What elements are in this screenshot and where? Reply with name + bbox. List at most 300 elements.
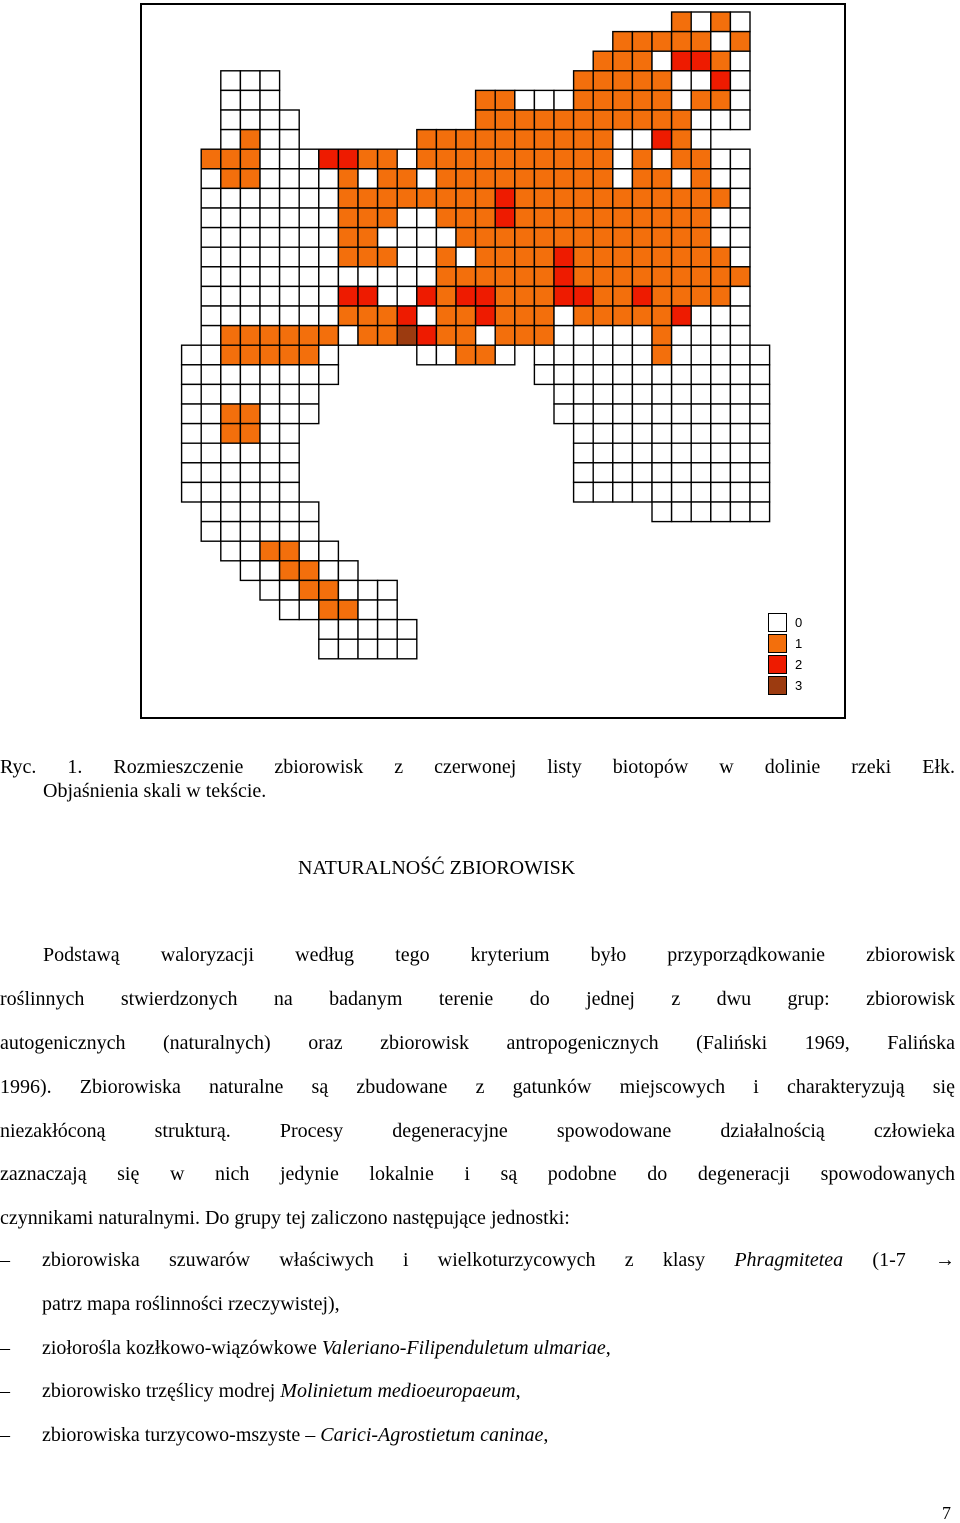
- map-cell: [730, 71, 750, 91]
- map-cell: [476, 267, 496, 287]
- map-cell: [750, 345, 770, 365]
- map-cell: [534, 90, 554, 110]
- map-cell: [632, 208, 652, 228]
- map-cell: [358, 208, 378, 228]
- map-cell: [358, 600, 378, 620]
- map-cell: [711, 247, 731, 267]
- map-cell: [515, 228, 535, 248]
- map-cell: [691, 110, 711, 130]
- legend-swatch: [768, 655, 787, 674]
- map-cell: [280, 188, 300, 208]
- map-cell: [613, 130, 633, 150]
- paragraph-line: czynnikami naturalnymi. Do grupy tej zaliczono następujące jednostki:: [0, 1207, 570, 1229]
- map-cell: [554, 247, 574, 267]
- map-cell: [338, 306, 358, 326]
- map-cell: [338, 600, 358, 620]
- map-cell: [593, 208, 613, 228]
- map-cell: [691, 482, 711, 502]
- map-cell: [515, 110, 535, 130]
- map-cell: [652, 169, 672, 189]
- map-cell: [574, 188, 594, 208]
- map-cell: [260, 188, 280, 208]
- map-cell: [730, 90, 750, 110]
- map-cell: [534, 228, 554, 248]
- map-cell: [632, 286, 652, 306]
- map-cell: [711, 188, 731, 208]
- map-cell: [299, 522, 319, 542]
- map-cell: [378, 580, 398, 600]
- map-cell: [260, 580, 280, 600]
- map-cell: [652, 482, 672, 502]
- map-cell: [240, 424, 260, 444]
- map-cell: [652, 286, 672, 306]
- map-cell: [358, 306, 378, 326]
- map-cell: [319, 286, 339, 306]
- map-cell: [632, 32, 652, 52]
- grid-map: [142, 5, 848, 721]
- map-cell: [260, 71, 280, 91]
- paragraph-line: niezakłóconą strukturą. Procesy degeneracyjne spowodowane działalnością człowieka: [0, 1120, 955, 1142]
- map-cell: [182, 404, 202, 424]
- map-cell: [397, 228, 417, 248]
- map-cell: [691, 384, 711, 404]
- map-cell: [574, 443, 594, 463]
- map-cell: [280, 247, 300, 267]
- map-cell: [554, 326, 574, 346]
- map-cell: [730, 169, 750, 189]
- map-cell: [299, 306, 319, 326]
- map-cell: [221, 90, 241, 110]
- map-cell: [436, 345, 456, 365]
- map-cell: [417, 326, 437, 346]
- map-cell: [456, 306, 476, 326]
- map-cell: [613, 71, 633, 91]
- map-cell: [574, 110, 594, 130]
- map-cell: [534, 208, 554, 228]
- map-cell: [240, 71, 260, 91]
- map-cell: [534, 247, 554, 267]
- map-cell: [554, 149, 574, 169]
- map-cell: [221, 149, 241, 169]
- list-dash: –: [0, 1380, 10, 1402]
- map-cell: [672, 384, 692, 404]
- map-cell: [260, 326, 280, 346]
- map-cell: [436, 169, 456, 189]
- map-cell: [417, 228, 437, 248]
- map-cell: [515, 267, 535, 287]
- map-cell: [652, 32, 672, 52]
- map-cell: [476, 90, 496, 110]
- map-cell: [201, 169, 221, 189]
- map-cell: [574, 169, 594, 189]
- map-cell: [652, 208, 672, 228]
- map-cell: [338, 620, 358, 640]
- map-cell: [593, 110, 613, 130]
- map-cell: [534, 188, 554, 208]
- map-cell: [711, 90, 731, 110]
- map-cell: [436, 130, 456, 150]
- map-cell: [691, 267, 711, 287]
- map-cell: [691, 326, 711, 346]
- map-cell: [456, 228, 476, 248]
- map-cell: [221, 188, 241, 208]
- map-cell: [711, 51, 731, 71]
- map-cell: [574, 149, 594, 169]
- map-cell: [201, 267, 221, 287]
- map-cell: [691, 365, 711, 385]
- map-cell: [280, 365, 300, 385]
- map-cell: [632, 110, 652, 130]
- map-cell: [672, 365, 692, 385]
- map-cell: [378, 326, 398, 346]
- map-cell: [182, 384, 202, 404]
- map-cell: [201, 404, 221, 424]
- map-cell: [672, 463, 692, 483]
- map-cell: [672, 404, 692, 424]
- map-cell: [691, 502, 711, 522]
- map-cell: [593, 365, 613, 385]
- map-cell: [299, 169, 319, 189]
- map-cell: [691, 306, 711, 326]
- map-cell: [593, 384, 613, 404]
- map-cell: [358, 169, 378, 189]
- map-cell: [652, 130, 672, 150]
- map-cell: [574, 130, 594, 150]
- map-cell: [358, 286, 378, 306]
- map-cell: [632, 306, 652, 326]
- map-cell: [515, 326, 535, 346]
- map-cell: [280, 404, 300, 424]
- map-cell: [711, 384, 731, 404]
- map-cell: [554, 228, 574, 248]
- map-cell: [691, 51, 711, 71]
- map-cell: [730, 32, 750, 52]
- map-cell: [182, 482, 202, 502]
- map-cell: [221, 267, 241, 287]
- map-cell: [632, 463, 652, 483]
- map-cell: [280, 208, 300, 228]
- map-cell: [593, 424, 613, 444]
- map-cell: [750, 482, 770, 502]
- map-cell: [299, 384, 319, 404]
- list-text: ziołorośla kozłkowo-wiązówkowe Valeriano-Filipenduletum ulmariae,: [42, 1337, 611, 1359]
- map-cell: [632, 188, 652, 208]
- map-cell: [358, 620, 378, 640]
- map-cell: [672, 247, 692, 267]
- map-cell: [378, 228, 398, 248]
- map-cell: [280, 228, 300, 248]
- map-cell: [495, 110, 515, 130]
- map-cell: [593, 71, 613, 91]
- map-cell: [691, 424, 711, 444]
- map-cell: [515, 306, 535, 326]
- map-cell: [632, 169, 652, 189]
- map-cell: [319, 620, 339, 640]
- map-cell: [574, 228, 594, 248]
- map-cell: [574, 424, 594, 444]
- map-cell: [397, 208, 417, 228]
- map-cell: [221, 228, 241, 248]
- map-cell: [613, 110, 633, 130]
- map-cell: [593, 345, 613, 365]
- map-cell: [652, 384, 672, 404]
- map-cell: [456, 286, 476, 306]
- map-cell: [711, 286, 731, 306]
- map-cell: [672, 169, 692, 189]
- map-cell: [613, 208, 633, 228]
- map-cell: [260, 345, 280, 365]
- map-cell: [593, 228, 613, 248]
- map-cell: [417, 286, 437, 306]
- map-cell: [221, 110, 241, 130]
- map-cell: [240, 443, 260, 463]
- map-cell: [319, 247, 339, 267]
- map-cell: [711, 149, 731, 169]
- map-cell: [672, 502, 692, 522]
- map-cell: [260, 541, 280, 561]
- map-cell: [691, 443, 711, 463]
- list-dash: –: [0, 1249, 10, 1271]
- map-cell: [201, 345, 221, 365]
- map-cell: [260, 561, 280, 581]
- map-cell: [574, 404, 594, 424]
- map-cell: [613, 482, 633, 502]
- map-cell: [240, 522, 260, 542]
- map-cell: [691, 228, 711, 248]
- map-cell: [672, 149, 692, 169]
- map-cell: [378, 620, 398, 640]
- map-cell: [240, 326, 260, 346]
- map-cell: [515, 90, 535, 110]
- map-cell: [260, 463, 280, 483]
- map-cell: [378, 639, 398, 659]
- map-cell: [358, 188, 378, 208]
- map-cell: [319, 541, 339, 561]
- map-cell: [476, 247, 496, 267]
- map-cell: [613, 169, 633, 189]
- map-cell: [652, 188, 672, 208]
- map-cell: [574, 482, 594, 502]
- map-cell: [280, 169, 300, 189]
- map-cell: [730, 345, 750, 365]
- map-cell: [632, 130, 652, 150]
- map-cell: [397, 149, 417, 169]
- map-cell: [240, 365, 260, 385]
- map-cell: [672, 482, 692, 502]
- map-cell: [593, 482, 613, 502]
- map-cell: [574, 326, 594, 346]
- map-cell: [691, 32, 711, 52]
- map-cell: [240, 228, 260, 248]
- map-cell: [240, 561, 260, 581]
- map-cell: [358, 247, 378, 267]
- map-cell: [632, 51, 652, 71]
- map-cell: [691, 90, 711, 110]
- map-cell: [632, 149, 652, 169]
- map-cell: [691, 188, 711, 208]
- map-cell: [711, 267, 731, 287]
- map-cell: [554, 110, 574, 130]
- figure-caption-cont: Objaśnienia skali w tekście.: [43, 780, 267, 802]
- map-cell: [691, 247, 711, 267]
- legend-label: 1: [795, 636, 803, 651]
- map-cell: [221, 541, 241, 561]
- map-cell: [672, 345, 692, 365]
- map-cell: [260, 90, 280, 110]
- map-cell: [319, 169, 339, 189]
- map-cell: [299, 188, 319, 208]
- map-cell: [632, 267, 652, 287]
- map-cell: [476, 306, 496, 326]
- map-cell: [240, 90, 260, 110]
- map-cell: [730, 424, 750, 444]
- map-cell: [476, 110, 496, 130]
- map-cell: [613, 463, 633, 483]
- map-cell: [280, 580, 300, 600]
- map-cell: [691, 286, 711, 306]
- map-cell: [593, 149, 613, 169]
- legend-label: 2: [795, 657, 803, 672]
- map-cell: [730, 208, 750, 228]
- map-cell: [534, 130, 554, 150]
- map-cell: [240, 345, 260, 365]
- map-cell: [613, 149, 633, 169]
- map-cell: [574, 345, 594, 365]
- map-cell: [358, 228, 378, 248]
- map-cell: [632, 71, 652, 91]
- map-cell: [613, 345, 633, 365]
- map-cell: [672, 286, 692, 306]
- map-cell: [280, 522, 300, 542]
- map-cell: [338, 228, 358, 248]
- map-cell: [711, 365, 731, 385]
- map-cell: [711, 169, 731, 189]
- map-cell: [711, 71, 731, 91]
- map-cell: [593, 306, 613, 326]
- map-cell: [652, 502, 672, 522]
- map-cell: [574, 208, 594, 228]
- map-cell: [730, 482, 750, 502]
- map-cell: [691, 71, 711, 91]
- map-cell: [652, 326, 672, 346]
- map-cell: [299, 561, 319, 581]
- map-cell: [358, 149, 378, 169]
- map-cell: [338, 639, 358, 659]
- map-cell: [515, 208, 535, 228]
- map-cell: [554, 384, 574, 404]
- map-cell: [280, 130, 300, 150]
- map-cell: [240, 541, 260, 561]
- map-cell: [652, 463, 672, 483]
- map-cell: [515, 130, 535, 150]
- map-cell: [711, 12, 731, 32]
- map-cell: [652, 149, 672, 169]
- map-cell: [338, 169, 358, 189]
- map-cell: [730, 149, 750, 169]
- map-cell: [515, 169, 535, 189]
- map-cell: [534, 326, 554, 346]
- map-cell: [240, 502, 260, 522]
- map-cell: [711, 424, 731, 444]
- map-cell: [691, 345, 711, 365]
- map-cell: [711, 404, 731, 424]
- map-cell: [574, 384, 594, 404]
- map-cell: [280, 286, 300, 306]
- map-cell: [397, 326, 417, 346]
- map-cell: [280, 267, 300, 287]
- map-cell: [240, 169, 260, 189]
- list-text: patrz mapa roślinności rzeczywistej),: [42, 1293, 340, 1315]
- map-cell: [201, 149, 221, 169]
- map-cell: [711, 32, 731, 52]
- map-cell: [240, 404, 260, 424]
- map-cell: [240, 247, 260, 267]
- map-cell: [299, 208, 319, 228]
- map-cell: [613, 32, 633, 52]
- map-cell: [319, 365, 339, 385]
- map-cell: [554, 365, 574, 385]
- map-cell: [730, 365, 750, 385]
- map-cell: [652, 424, 672, 444]
- map-cell: [201, 384, 221, 404]
- page-number: 7: [942, 1503, 951, 1523]
- map-cell: [652, 110, 672, 130]
- map-cell: [476, 149, 496, 169]
- map-cell: [319, 639, 339, 659]
- map-cell: [260, 130, 280, 150]
- map-cell: [711, 345, 731, 365]
- map-cell: [280, 482, 300, 502]
- map-cell: [436, 208, 456, 228]
- map-cell: [554, 169, 574, 189]
- map-cell: [456, 247, 476, 267]
- map-cell: [613, 51, 633, 71]
- map-cell: [240, 110, 260, 130]
- map-cell: [280, 443, 300, 463]
- map-cell: [221, 345, 241, 365]
- map-cell: [593, 130, 613, 150]
- map-cell: [711, 443, 731, 463]
- map-cell: [672, 12, 692, 32]
- map-cell: [417, 306, 437, 326]
- map-cell: [711, 326, 731, 346]
- map-cell: [260, 110, 280, 130]
- map-cell: [476, 130, 496, 150]
- map-cell: [378, 267, 398, 287]
- map-cell: [593, 267, 613, 287]
- map-cell: [456, 208, 476, 228]
- legend-swatch: [768, 613, 787, 632]
- map-cell: [456, 267, 476, 287]
- map-cell: [554, 345, 574, 365]
- map-cell: [593, 326, 613, 346]
- map-cell: [632, 482, 652, 502]
- map-cell: [534, 169, 554, 189]
- map-cell: [417, 188, 437, 208]
- map-cell: [456, 326, 476, 346]
- map-cell: [750, 443, 770, 463]
- legend-label: 0: [795, 615, 803, 630]
- map-cell: [750, 424, 770, 444]
- list-text: zbiorowisko trzęślicy modrej Molinietum medioeuropaeum,: [42, 1380, 521, 1402]
- map-cell: [260, 424, 280, 444]
- map-cell: [495, 306, 515, 326]
- map-cell: [240, 267, 260, 287]
- map-cell: [417, 208, 437, 228]
- map-cell: [652, 345, 672, 365]
- legend-label: 3: [795, 678, 803, 693]
- map-cell: [730, 463, 750, 483]
